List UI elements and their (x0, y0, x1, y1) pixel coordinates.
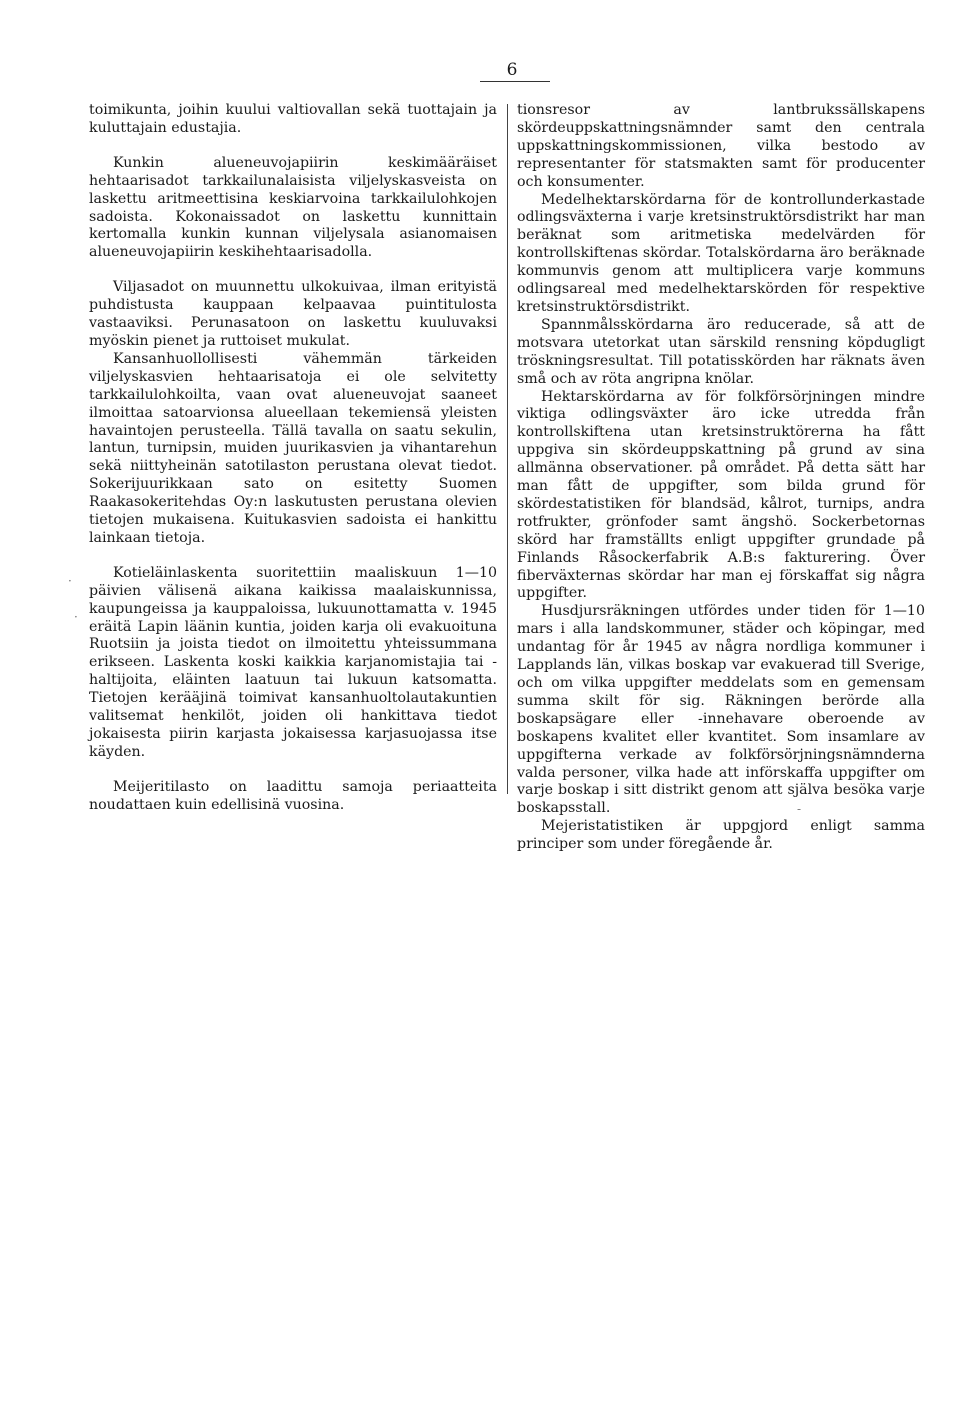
right-paragraph-5: Husdjursräkningen utfördes under tiden för 1—10 mars i alla landskommuner, städer och köpingar, med undantag för år 1945 av några nordliga kommuner i Lapplands län, vilkas boskap var evakuerad till Sverige, och om vilka uppgifter meddelats som en gemensam summa skilt för sig. Räkningen berörde alla boskapsägare eller -innehavare oberoende av boskapens kvalitet eller kvantitet. Som insamlare av uppgifterna verkade av folkförsörjningsnämnderna valda personer, vilka hade att införskaffa uppgifter om varje boskap i sitt distrikt genom att själva besöka varje boskapsstall. (517, 603, 925, 817)
right-column-swedish (517, 102, 925, 854)
left-paragraph-5: Kotieläinlaskenta suoritettiin maaliskuun 1—10 päivien välisenä aikana kaikissa maalaiskunnissa, kaupungeissa ja kauppaloissa, lukuunottamatta v. 1945 eräitä Lapin läänin kuntia, joiden karja oli evakuoituna Ruotsiin ja joista tiedot on ilmoitettu yhteissummana erikseen. Laskenta koski kaikkia karjanomistajia tai -haltijoita, eläinten laatuun tai lukuun katsomatta. Tietojen kerääjinä toimivat kansanhuoltolautakuntien valitsemat henkilöt, joiden oli hankittava tiedot jokaisesta piirin karjasta jokaisessa karjasuojassa itse käyden. (89, 564, 497, 760)
left-column-finnish (89, 102, 497, 815)
left-paragraph-6: Meijeritilasto on laadittu samoja periaatteita noudattaen kuin edellisinä vuosina. (89, 778, 497, 813)
left-paragraph-4: Kansanhuollollisesti vähemmän tärkeiden viljelyskasvien hehtaarisatoja ei ole selvitetty tarkkailulohkoilta, vaan ovat alueneuvojat saaneet ilmoittaa satoarvionsa alueellaan tekemiensä yleisten havaintojen perusteella. Tällä tavalla on saatu sekulin, lantun, turnipsin, muiden juurikasvien ja vihantarehun sekä niittyheinän satotilaston perustana olevat tiedot. Sokerijuurikkaan sato on esitetty Suomen Raakasokeritehdas Oy:n laskutusten perustana olevien tietojen mukaisena. Kuitukasvien sadoista ei hankittu lainkaan tietoja. (89, 350, 497, 546)
stray-dot-mark: · (68, 574, 72, 588)
right-paragraph-1: tionsresor av lantbrukssällskapens skördeuppskattningsnämnder samt den centrala uppskattningskommissionen, vilka bestodo av representanter för statsmakten samt för producenter och konsumenter. (517, 102, 925, 190)
page-number-rule (480, 81, 550, 82)
stray-dash-mark: - (797, 802, 802, 816)
right-paragraph-6: Mejeristatistiken är uppgjord enligt samma principer som under föregående år. (517, 818, 925, 853)
right-paragraph-3: Spannmålsskördarna äro reducerade, så att de motsvara utetorkat utan särskild rensning köpdugligt tröskningsresultat. Till potatisskörden har räknats även små och av röta angripna knölar. (517, 316, 925, 387)
left-paragraph-1: toimikunta, joihin kuului valtiovallan sekä tuottajain ja kuluttajain edustajia. (89, 102, 497, 136)
column-divider (507, 104, 508, 794)
page-number: 6 (506, 60, 518, 80)
left-paragraph-3: Viljasadot on muunnettu ulkokuivaa, ilman erityistä puhdistusta kauppaan kelpaavaa puintitulosta vastaaviksi. Perunasatoon on laskettu kuuluvaksi myöskin pienet ja ruttoiset mukulat. (89, 279, 497, 349)
right-paragraph-2: Medelhektarskördarna för de kontrollunderkastade odlingsväxterna i varje kretsinstruktörsdistrikt har man beräknat som aritmetiska medelvärden för kontrollskiftenas skördar. Totalskördarna äro beräknade kommunvis genom att multiplicera varje kommuns odlingsareal med medelhektarskörden för respektive kretsinstruktörsdistrikt. (517, 191, 925, 315)
left-paragraph-2: Kunkin alueneuvojapiirin keskimääräiset hehtaarisadot tarkkailunalaisista viljelyskasveista on laskettu aritmeettisina keskiarvoina tarkkailulohkojen sadoista. Kokonaissadot on laskettu kunnittain kertomalla kunkin kunnan viljelysala asianomaisen alueneuvojapiirin keskihehtaarisadolla. (89, 154, 497, 261)
stray-dot-mark: · (74, 610, 78, 624)
right-paragraph-4: Hektarskördarna av för folkförsörjningen mindre viktiga odlingsväxter äro icke utredda från kontrollskiftena utan kretsinstruktörerna ha fått uppgiva sin skördeuppskattning på grund av sina allmänna observationer. på området. På detta sätt har man fått de uppgifter, som bilda grund för skördestatistiken för blandsäd, kålrot, turnips, andra rotfrukter, grönfoder samt ängshö. Sockerbetornas skörd har framställts enligt uppgifter grundade på Finlands Råsockerfabrik A.B:s fakturering. Över fiberväxternas skördar har man ej förskaffat sig några uppgifter. (517, 388, 925, 602)
